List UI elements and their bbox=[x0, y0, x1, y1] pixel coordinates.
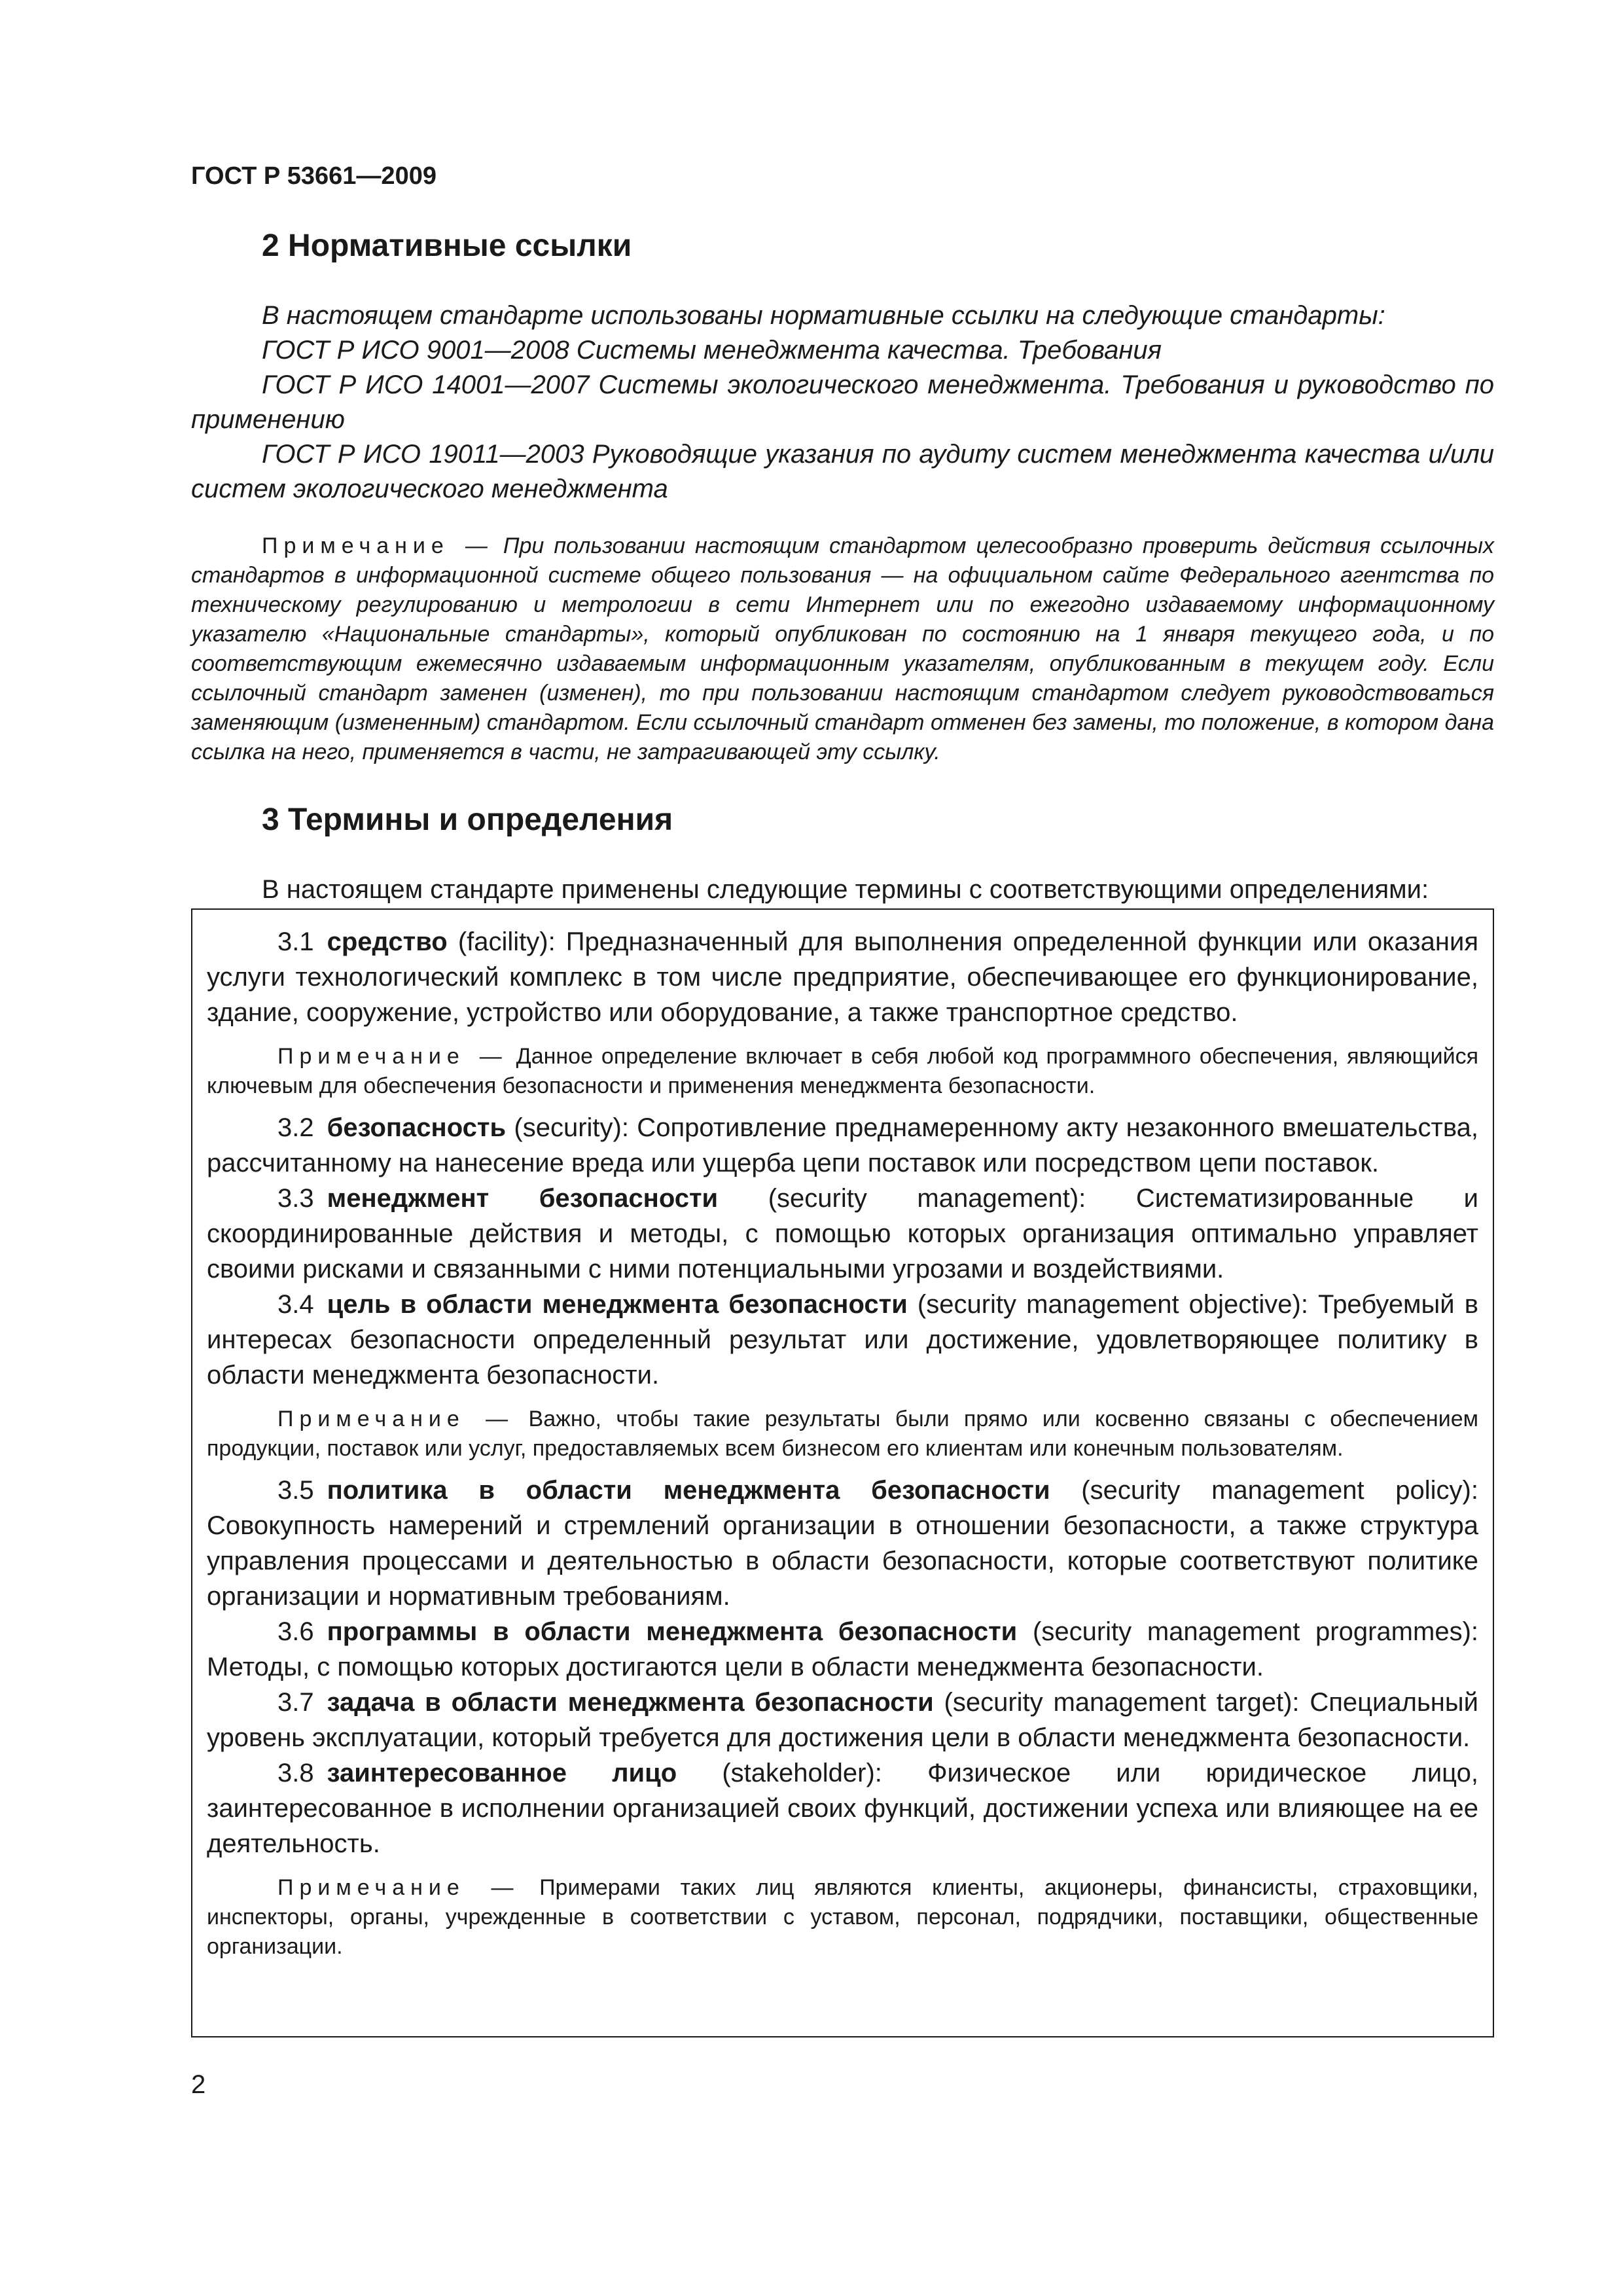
note-text: Важно, чтобы такие результаты были прямо или косвенно связаны с обеспечением продукции, поставок или услуг, предоставляемых всем бизнесом его клиентам или конечным пользователям. bbox=[207, 1407, 1478, 1461]
note-label: Примечание — bbox=[277, 1044, 508, 1069]
note bbox=[207, 1405, 1478, 1463]
term-name: заинтересованное лицо bbox=[327, 1759, 677, 1787]
term-number: 3.4 bbox=[277, 1290, 314, 1319]
term-name: менеджмент безопасности bbox=[327, 1184, 719, 1213]
term-name: программы в области менеджмента безопасности bbox=[327, 1617, 1018, 1646]
term-definition: (security management): Систематизированные и скоординированные действия и методы, с помощью которых организация оптимально управляет своими рисками и связанными с ними потенциальными угрозами и воздействиями. bbox=[207, 1184, 1478, 1283]
note bbox=[207, 1042, 1478, 1101]
term-definition: (security management objective): Требуемый в интересах безопасности определенный результат или достижение, удовлетворяющее политику в области менеджмента безопасности. bbox=[207, 1290, 1478, 1390]
term-name: средство bbox=[327, 927, 448, 956]
term-definition: (facility): Предназначенный для выполнения определенной функции или оказания услуги технологический комплекс в том числе предприятие, обеспечивающее его функционирование, здание, сооружение, устройство или оборудование, а также транспортное средство. bbox=[207, 927, 1478, 1027]
section-title: 3 Термины и определения bbox=[262, 802, 673, 837]
term-entry bbox=[207, 1614, 1478, 1685]
section-title: 2 Нормативные ссылки bbox=[262, 228, 632, 263]
term-entry bbox=[207, 1685, 1478, 1755]
page-number: 2 bbox=[191, 2070, 206, 2099]
reference-item: ГОСТ Р ИСО 14001—2007 Системы экологического менеджмента. Требования и руководство по применению bbox=[191, 370, 1494, 434]
term-entry bbox=[207, 924, 1478, 1030]
note-text: При пользовании настоящим стандартом целесообразно проверить действия ссылочных стандартов в информационной системе общего пользования — на официальном сайте Федерального агентства по техническому регулированию и метрологии в сети Интернет или по ежегодно издаваемому информационному указателю «Национальные стандарты», который опубликован по состоянию на 1 января текущего года, и по соответствующим ежемесячно издаваемым информационным указателям, опубликованным в текущем году. Если ссылочный стандарт заменен (изменен), то при пользовании настоящим стандартом следует руководствоваться заменяющим (измененным) стандартом. Если ссылочный стандарт отменен без замены, то положение, в котором дана ссылка на него, применяется в части, не затрагивающей эту ссылку. bbox=[191, 533, 1494, 764]
document-header: ГОСТ Р 53661—2009 bbox=[191, 162, 437, 190]
term-entry bbox=[207, 1473, 1478, 1614]
term-name: цель в области менеджмента безопасности bbox=[327, 1290, 908, 1319]
term-definition: (security management target): Специальный уровень эксплуатации, который требуется для достижения цели в области менеджмента безопасности. bbox=[207, 1688, 1478, 1752]
term-name: задача в области менеджмента безопасности bbox=[327, 1688, 934, 1717]
term-definition: (stakeholder): Физическое или юридическое лицо, заинтересованное в исполнении организацией своих функций, достижении успеха или влияющее на ее деятельность. bbox=[207, 1759, 1478, 1858]
term-entry bbox=[207, 1287, 1478, 1393]
term-number: 3.8 bbox=[277, 1759, 314, 1787]
term-number: 3.7 bbox=[277, 1688, 314, 1717]
note-text: Примерами таких лиц являются клиенты, акционеры, финансисты, страховщики, инспекторы, органы, учрежденные в соответствии с уставом, персонал, подрядчики, поставщики, общественные организации. bbox=[207, 1875, 1478, 1959]
section-body bbox=[191, 298, 1494, 507]
term-entry bbox=[207, 1110, 1478, 1181]
note-text: Данное определение включает в себя любой код программного обеспечения, являющийся ключевым для обеспечения безопасности и применения менеджмента безопасности. bbox=[207, 1044, 1478, 1098]
reference-item: ГОСТ Р ИСО 19011—2003 Руководящие указания по аудиту систем менеджмента качества и/или систем экологического менеджмента bbox=[191, 440, 1494, 503]
term-entry bbox=[207, 1755, 1478, 1861]
term-number: 3.5 bbox=[277, 1476, 314, 1505]
term-definition: (security management programmes): Методы, с помощью которых достигаются цели в области менеджмента безопасности. bbox=[207, 1617, 1478, 1681]
section-intro: В настоящем стандарте применены следующие термины с соответствующими определениями: bbox=[262, 875, 1429, 904]
term-entry bbox=[207, 1181, 1478, 1287]
term-number: 3.6 bbox=[277, 1617, 314, 1646]
term-number: 3.1 bbox=[277, 927, 314, 956]
term-number: 3.2 bbox=[277, 1113, 314, 1142]
terms-box bbox=[191, 908, 1494, 2037]
reference-item: ГОСТ Р ИСО 9001—2008 Системы менеджмента качества. Требования bbox=[262, 336, 1162, 365]
note bbox=[207, 1873, 1478, 1962]
section-terms-definitions bbox=[191, 800, 1494, 907]
term-number: 3.3 bbox=[277, 1184, 314, 1213]
note-label: Примечание — bbox=[262, 533, 493, 558]
note-label: Примечание — bbox=[277, 1407, 514, 1431]
section-normative-references bbox=[191, 226, 1494, 767]
term-definition: (security): Сопротивление преднамеренному акту незаконного вмешательства, рассчитанному на нанесение вреда или ущерба цепи поставок или посредством цепи поставок. bbox=[207, 1113, 1478, 1177]
section-intro: В настоящем стандарте использованы нормативные ссылки на следующие стандарты: bbox=[262, 301, 1385, 330]
term-name: безопасность bbox=[327, 1113, 507, 1142]
term-definition: (security management policy): Совокупность намерений и стремлений организации в отношении безопасности, а также структура управления процессами и деятельностью в области безопасности, которые соответствуют политике организации и нормативным требованиям. bbox=[207, 1476, 1478, 1611]
note bbox=[191, 531, 1494, 767]
note-label: Примечание — bbox=[277, 1875, 520, 1900]
term-name: политика в области менеджмента безопасности bbox=[327, 1476, 1050, 1505]
